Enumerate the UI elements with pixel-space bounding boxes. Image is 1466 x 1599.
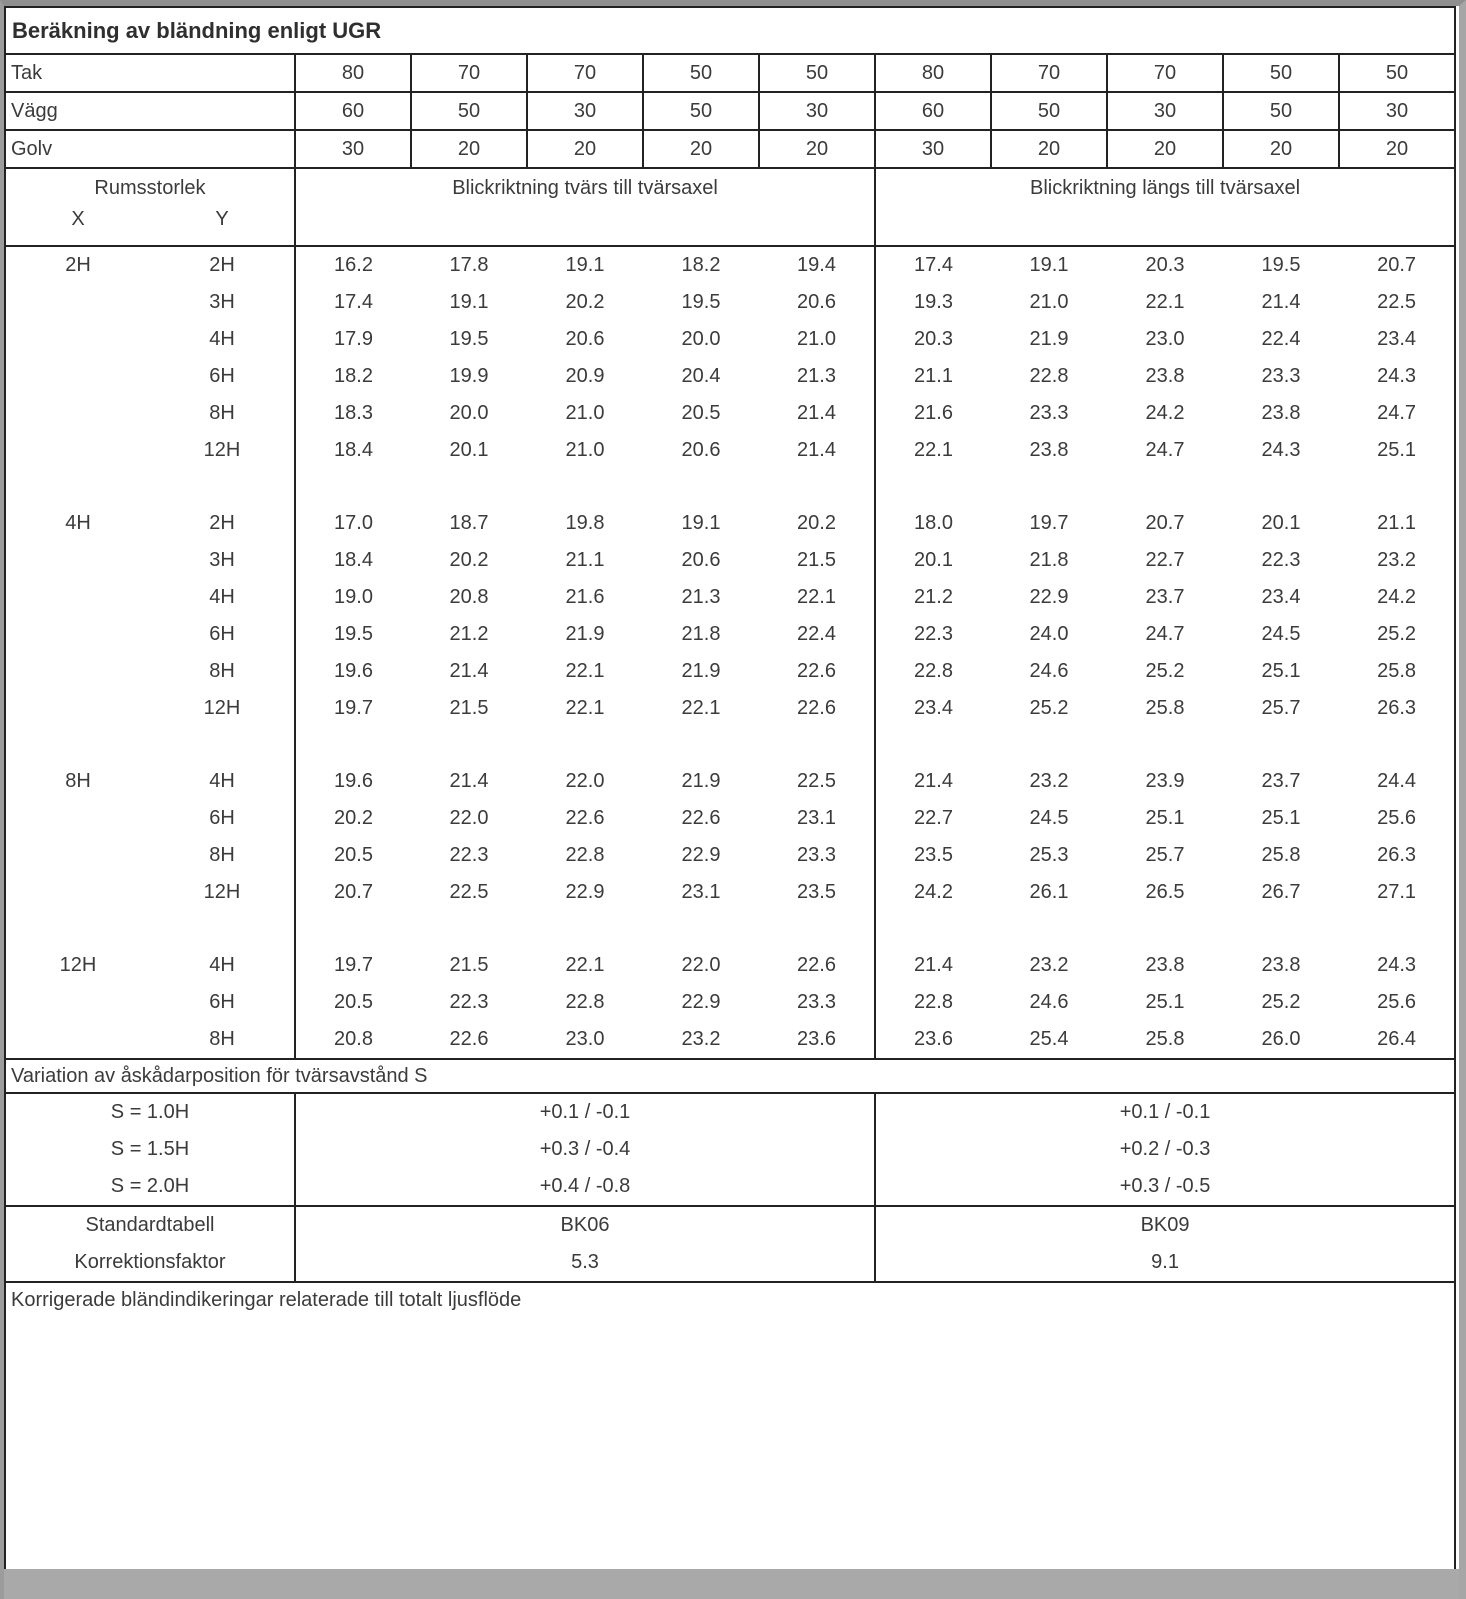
ugr-value-langs: 24.5 xyxy=(1029,807,1069,829)
ugr-value-tvars: 22.4 xyxy=(797,623,836,645)
ugr-value-langs: 21.4 xyxy=(875,947,991,984)
variation-value-tvars: +0.4 / -0.8 xyxy=(295,1168,875,1206)
spacer-cell xyxy=(295,469,875,505)
spacer-cell xyxy=(295,911,875,947)
ugr-value-tvars: 18.4 xyxy=(295,432,411,469)
ugr-value-tvars: 21.9 xyxy=(565,623,605,645)
ugr-value-tvars: 19.0 xyxy=(295,579,411,616)
ugr-value-langs: 18.0 xyxy=(875,505,991,542)
ugr-value-langs: 25.8 xyxy=(1145,697,1185,719)
ugr-value-langs: 24.2 xyxy=(875,874,991,911)
correction-factor-value-tvars: 5.3 xyxy=(295,1244,875,1282)
ugr-value-tvars: 20.5 xyxy=(295,984,411,1021)
ugr-value-tvars: 20.2 xyxy=(295,800,411,837)
variation-value-tvars: +0.3 / -0.4 xyxy=(295,1131,875,1168)
reflectance-value: 50 xyxy=(1339,54,1455,92)
ugr-value-tvars: 21.6 xyxy=(565,586,605,608)
reflectance-value: 30 xyxy=(875,130,991,168)
ugr-value-tvars: 19.5 xyxy=(449,328,489,350)
ugr-value-tvars: 20.5 xyxy=(681,402,721,424)
x-size-cell xyxy=(5,690,150,727)
ugr-value-langs: 21.0 xyxy=(1029,291,1069,313)
ugr-value-langs: 25.1 xyxy=(1145,991,1185,1013)
ugr-value-langs: 23.7 xyxy=(1261,770,1301,792)
ugr-value-langs: 23.4 xyxy=(875,690,991,727)
ugr-value-langs: 23.5 xyxy=(875,837,991,874)
room-size-header-cell xyxy=(5,168,295,246)
ugr-value-langs: 25.6 xyxy=(1377,991,1417,1013)
reflectance-value: 70 xyxy=(527,54,643,92)
ugr-value-langs: 24.3 xyxy=(1261,439,1301,461)
x-size-cell xyxy=(5,800,150,837)
y-size-cell: 8H xyxy=(209,660,235,682)
ugr-value-tvars: 21.5 xyxy=(797,549,836,571)
ugr-value-tvars: 22.6 xyxy=(681,807,721,829)
ugr-value-langs: 19.3 xyxy=(875,284,991,321)
y-size-cell: 2H xyxy=(209,254,235,276)
ugr-value-langs: 25.6 xyxy=(1377,807,1417,829)
ugr-value-tvars: 18.2 xyxy=(681,254,721,276)
ugr-value-tvars: 19.1 xyxy=(681,512,721,534)
ugr-value-tvars: 22.6 xyxy=(449,1028,489,1050)
ugr-value-tvars: 19.6 xyxy=(295,653,411,690)
ugr-value-langs: 25.4 xyxy=(1029,1028,1069,1050)
x-size-cell xyxy=(5,395,150,432)
x-size-cell xyxy=(5,321,150,358)
ugr-value-tvars: 22.8 xyxy=(565,991,605,1013)
ugr-value-langs: 23.8 xyxy=(1261,402,1301,424)
ugr-value-langs: 21.4 xyxy=(1261,291,1301,313)
reflectance-value: 20 xyxy=(1107,130,1223,168)
ugr-value-tvars: 20.6 xyxy=(681,549,721,571)
x-size-cell xyxy=(5,616,150,653)
ugr-value-tvars: 20.2 xyxy=(797,512,836,534)
y-size-cell: 8H xyxy=(209,1028,235,1050)
ugr-value-tvars: 20.4 xyxy=(681,365,721,387)
ugr-value-tvars: 22.6 xyxy=(797,660,836,682)
ugr-value-langs: 25.8 xyxy=(1377,660,1417,682)
ugr-value-tvars: 20.6 xyxy=(565,328,605,350)
ugr-value-tvars: 22.9 xyxy=(681,844,721,866)
reflectance-value: 50 xyxy=(759,54,875,92)
ugr-value-langs: 26.4 xyxy=(1377,1028,1417,1050)
ugr-value-langs: 21.8 xyxy=(1029,549,1069,571)
ugr-value-tvars: 20.8 xyxy=(295,1021,411,1059)
ugr-value-langs: 23.2 xyxy=(1377,549,1417,571)
ugr-value-langs: 25.3 xyxy=(1029,844,1069,866)
ugr-value-tvars: 20.5 xyxy=(295,837,411,874)
group-header-langs: Blickriktning längs till tvärsaxel xyxy=(875,168,1455,246)
variation-section-title: Variation av åskådarposition för tvärsavstånd S xyxy=(5,1059,1455,1093)
ugr-value-langs: 26.3 xyxy=(1377,697,1417,719)
ugr-value-langs: 23.3 xyxy=(1261,365,1301,387)
ugr-value-tvars: 23.2 xyxy=(681,1028,721,1050)
correction-factor-value-langs: 9.1 xyxy=(875,1244,1455,1282)
x-column-header: X xyxy=(71,208,85,230)
ugr-value-tvars: 20.1 xyxy=(449,439,489,461)
reflectance-value: 70 xyxy=(991,54,1107,92)
standard-table-label: Standardtabell xyxy=(5,1206,295,1244)
standard-table-value-tvars: BK06 xyxy=(295,1206,875,1244)
reflectance-row-label: Golv xyxy=(5,130,295,168)
ugr-value-tvars: 23.1 xyxy=(681,881,721,903)
ugr-value-langs: 24.4 xyxy=(1377,770,1417,792)
ugr-value-langs: 21.1 xyxy=(1377,512,1417,534)
y-size-cell: 4H xyxy=(209,328,235,350)
reflectance-value: 80 xyxy=(875,54,991,92)
ugr-value-langs: 25.1 xyxy=(1261,807,1301,829)
ugr-value-tvars: 22.1 xyxy=(681,697,721,719)
ugr-value-langs: 22.9 xyxy=(1029,586,1069,608)
ugr-value-langs: 25.1 xyxy=(1145,807,1185,829)
ugr-value-langs: 23.9 xyxy=(1145,770,1185,792)
ugr-value-tvars: 21.5 xyxy=(449,697,489,719)
ugr-value-langs: 21.9 xyxy=(1029,328,1069,350)
ugr-value-tvars: 19.8 xyxy=(565,512,605,534)
ugr-value-tvars: 21.5 xyxy=(449,954,489,976)
x-size-cell: 12H xyxy=(59,954,97,976)
ugr-value-langs: 24.6 xyxy=(1029,991,1069,1013)
reflectance-value: 50 xyxy=(1223,54,1339,92)
reflectance-value: 20 xyxy=(643,130,759,168)
ugr-value-tvars: 17.4 xyxy=(295,284,411,321)
ugr-value-langs: 22.1 xyxy=(875,432,991,469)
ugr-value-tvars: 22.9 xyxy=(565,881,605,903)
ugr-value-tvars: 23.3 xyxy=(797,991,836,1013)
ugr-value-tvars: 21.8 xyxy=(681,623,721,645)
ugr-value-langs: 23.4 xyxy=(1261,586,1301,608)
ugr-value-tvars: 19.4 xyxy=(797,254,836,276)
ugr-value-langs: 25.2 xyxy=(1029,697,1069,719)
ugr-value-tvars: 22.6 xyxy=(797,697,836,719)
ugr-value-tvars: 20.2 xyxy=(565,291,605,313)
ugr-value-langs: 17.4 xyxy=(875,246,991,284)
ugr-value-tvars: 18.4 xyxy=(295,542,411,579)
ugr-value-tvars: 21.0 xyxy=(797,328,836,350)
ugr-value-tvars: 21.3 xyxy=(681,586,721,608)
ugr-value-tvars: 22.9 xyxy=(681,991,721,1013)
y-size-cell: 8H xyxy=(209,402,235,424)
ugr-value-tvars: 21.4 xyxy=(797,402,836,424)
x-size-cell: 2H xyxy=(65,254,91,276)
y-size-cell: 12H xyxy=(203,439,241,461)
y-size-cell: 12H xyxy=(203,881,241,903)
ugr-value-langs: 25.7 xyxy=(1261,697,1301,719)
ugr-value-tvars: 19.7 xyxy=(295,947,411,984)
ugr-value-langs: 24.7 xyxy=(1377,402,1417,424)
ugr-value-tvars: 19.6 xyxy=(295,763,411,800)
ugr-value-langs: 27.1 xyxy=(1377,881,1417,903)
reflectance-value: 50 xyxy=(643,92,759,130)
ugr-value-tvars: 21.4 xyxy=(449,660,489,682)
reflectance-value: 20 xyxy=(1339,130,1455,168)
ugr-value-langs: 23.2 xyxy=(1029,954,1069,976)
ugr-value-langs: 20.7 xyxy=(1377,254,1417,276)
reflectance-value: 30 xyxy=(1107,92,1223,130)
reflectance-value: 80 xyxy=(295,54,411,92)
ugr-value-langs: 21.1 xyxy=(875,358,991,395)
spacer-cell xyxy=(5,911,295,947)
ugr-value-langs: 22.1 xyxy=(1145,291,1185,313)
ugr-value-langs: 20.3 xyxy=(1145,254,1185,276)
reflectance-value: 60 xyxy=(875,92,991,130)
variation-value-tvars: +0.1 / -0.1 xyxy=(295,1093,875,1131)
y-size-cell: 4H xyxy=(209,586,235,608)
reflectance-value: 30 xyxy=(527,92,643,130)
spacer-cell xyxy=(5,469,295,505)
ugr-value-langs: 26.0 xyxy=(1261,1028,1301,1050)
ugr-value-langs: 21.6 xyxy=(875,395,991,432)
ugr-value-tvars: 19.5 xyxy=(295,616,411,653)
ugr-value-langs: 22.4 xyxy=(1261,328,1301,350)
ugr-value-tvars: 22.3 xyxy=(449,844,489,866)
ugr-value-langs: 23.8 xyxy=(1261,954,1301,976)
y-size-cell: 4H xyxy=(209,954,235,976)
ugr-value-tvars: 18.3 xyxy=(295,395,411,432)
ugr-table xyxy=(4,6,1456,1587)
ugr-value-tvars: 23.0 xyxy=(565,1028,605,1050)
ugr-value-tvars: 21.1 xyxy=(565,549,605,571)
ugr-value-langs: 20.1 xyxy=(1261,512,1301,534)
ugr-value-tvars: 17.0 xyxy=(295,505,411,542)
ugr-value-tvars: 20.6 xyxy=(797,291,836,313)
ugr-value-tvars: 22.1 xyxy=(565,697,605,719)
x-size-cell xyxy=(5,358,150,395)
y-size-cell: 6H xyxy=(209,807,235,829)
ugr-value-langs: 22.3 xyxy=(1261,549,1301,571)
ugr-value-tvars: 17.9 xyxy=(295,321,411,358)
ugr-value-tvars: 22.0 xyxy=(565,770,605,792)
ugr-value-langs: 20.3 xyxy=(875,321,991,358)
x-size-cell xyxy=(5,1021,150,1059)
ugr-value-langs: 24.3 xyxy=(1377,954,1417,976)
spacer-cell xyxy=(5,727,295,763)
ugr-value-tvars: 19.1 xyxy=(449,291,489,313)
ugr-value-tvars: 19.5 xyxy=(681,291,721,313)
y-size-cell: 12H xyxy=(203,697,241,719)
ugr-value-langs: 22.3 xyxy=(875,616,991,653)
ugr-value-langs: 25.8 xyxy=(1261,844,1301,866)
ugr-value-langs: 22.7 xyxy=(875,800,991,837)
ugr-value-tvars: 23.1 xyxy=(797,807,836,829)
ugr-value-langs: 21.2 xyxy=(875,579,991,616)
ugr-value-langs: 20.1 xyxy=(875,542,991,579)
ugr-value-tvars: 21.0 xyxy=(565,439,605,461)
correction-factor-label: Korrektionsfaktor xyxy=(5,1244,295,1282)
ugr-value-tvars: 19.9 xyxy=(449,365,489,387)
ugr-value-langs: 21.4 xyxy=(875,763,991,800)
ugr-value-tvars: 23.6 xyxy=(797,1028,836,1050)
ugr-value-langs: 23.2 xyxy=(1029,770,1069,792)
ugr-value-langs: 24.0 xyxy=(1029,623,1069,645)
variation-row-label: S = 2.0H xyxy=(110,1175,190,1197)
ugr-value-langs: 22.8 xyxy=(875,984,991,1021)
ugr-value-langs: 22.5 xyxy=(1377,291,1417,313)
reflectance-value: 20 xyxy=(411,130,527,168)
reflectance-value: 60 xyxy=(295,92,411,130)
x-size-cell xyxy=(5,984,150,1021)
variation-value-langs: +0.1 / -0.1 xyxy=(875,1093,1455,1131)
x-size-cell xyxy=(5,284,150,321)
ugr-value-tvars: 21.4 xyxy=(449,770,489,792)
x-size-cell xyxy=(5,542,150,579)
ugr-value-langs: 20.7 xyxy=(1145,512,1185,534)
ugr-value-langs: 25.7 xyxy=(1145,844,1185,866)
reflectance-value: 70 xyxy=(411,54,527,92)
y-size-cell: 2H xyxy=(209,512,235,534)
reflectance-value: 20 xyxy=(759,130,875,168)
ugr-value-langs: 19.1 xyxy=(1029,254,1069,276)
ugr-value-tvars: 22.6 xyxy=(565,807,605,829)
ugr-value-langs: 24.6 xyxy=(1029,660,1069,682)
spacer-cell xyxy=(875,727,1455,763)
ugr-value-tvars: 18.2 xyxy=(295,358,411,395)
reflectance-value: 30 xyxy=(759,92,875,130)
reflectance-value: 30 xyxy=(1339,92,1455,130)
ugr-value-langs: 26.5 xyxy=(1145,881,1185,903)
ugr-value-tvars: 22.6 xyxy=(797,954,836,976)
reflectance-value: 30 xyxy=(295,130,411,168)
ugr-value-tvars: 20.0 xyxy=(681,328,721,350)
ugr-value-langs: 23.3 xyxy=(1029,402,1069,424)
ugr-value-tvars: 22.5 xyxy=(449,881,489,903)
room-size-header: Rumsstorlek xyxy=(94,177,206,199)
variation-value-langs: +0.2 / -0.3 xyxy=(875,1131,1455,1168)
reflectance-value: 50 xyxy=(411,92,527,130)
reflectance-value: 20 xyxy=(527,130,643,168)
y-column-header: Y xyxy=(215,208,229,230)
y-size-cell: 3H xyxy=(209,549,235,571)
ugr-value-langs: 24.5 xyxy=(1261,623,1301,645)
standard-table-value-langs: BK09 xyxy=(875,1206,1455,1244)
x-size-cell xyxy=(5,653,150,690)
ugr-value-langs: 25.1 xyxy=(1377,439,1417,461)
spacer-cell xyxy=(875,469,1455,505)
reflectance-value: 70 xyxy=(1107,54,1223,92)
ugr-value-langs: 19.5 xyxy=(1261,254,1301,276)
ugr-value-tvars: 21.4 xyxy=(797,439,836,461)
ugr-value-tvars: 21.0 xyxy=(565,402,605,424)
x-size-cell xyxy=(5,579,150,616)
ugr-value-tvars: 20.2 xyxy=(449,549,489,571)
ugr-value-langs: 25.8 xyxy=(1145,1028,1185,1050)
reflectance-value: 20 xyxy=(991,130,1107,168)
ugr-value-langs: 25.1 xyxy=(1261,660,1301,682)
ugr-value-langs: 25.2 xyxy=(1145,660,1185,682)
reflectance-row-label: Vägg xyxy=(5,92,295,130)
ugr-value-langs: 26.7 xyxy=(1261,881,1301,903)
ugr-value-langs: 24.7 xyxy=(1145,623,1185,645)
y-size-cell: 6H xyxy=(209,623,235,645)
ugr-value-langs: 24.2 xyxy=(1145,402,1185,424)
variation-value-langs: +0.3 / -0.5 xyxy=(875,1168,1455,1206)
ugr-value-langs: 26.1 xyxy=(1029,881,1069,903)
ugr-value-langs: 24.7 xyxy=(1145,439,1185,461)
variation-row-label: S = 1.0H xyxy=(110,1101,190,1123)
ugr-value-tvars: 20.0 xyxy=(449,402,489,424)
ugr-value-tvars: 20.8 xyxy=(449,586,489,608)
ugr-value-tvars: 22.0 xyxy=(681,954,721,976)
ugr-value-langs: 25.2 xyxy=(1261,991,1301,1013)
ugr-value-langs: 23.6 xyxy=(875,1021,991,1059)
ugr-value-tvars: 18.7 xyxy=(449,512,489,534)
ugr-value-tvars: 22.1 xyxy=(565,954,605,976)
x-size-cell: 4H xyxy=(65,512,91,534)
ugr-value-langs: 23.8 xyxy=(1029,439,1069,461)
reflectance-value: 50 xyxy=(991,92,1107,130)
ugr-value-tvars: 21.2 xyxy=(449,623,489,645)
ugr-value-tvars: 22.1 xyxy=(565,660,605,682)
ugr-value-langs: 23.4 xyxy=(1377,328,1417,350)
y-size-cell: 3H xyxy=(209,291,235,313)
reflectance-value: 50 xyxy=(1223,92,1339,130)
ugr-value-langs: 25.2 xyxy=(1377,623,1417,645)
ugr-value-tvars: 22.1 xyxy=(797,586,836,608)
y-size-cell: 6H xyxy=(209,365,235,387)
footer-title: Korrigerade bländindikeringar relaterade till totalt ljusflöde xyxy=(11,1289,522,1311)
ugr-value-tvars: 19.1 xyxy=(565,254,605,276)
group-header-tvars: Blickriktning tvärs till tvärsaxel xyxy=(295,168,875,246)
reflectance-value: 20 xyxy=(1223,130,1339,168)
ugr-value-langs: 26.3 xyxy=(1377,844,1417,866)
reflectance-value: 50 xyxy=(643,54,759,92)
ugr-value-tvars: 19.7 xyxy=(295,690,411,727)
ugr-value-tvars: 22.5 xyxy=(797,770,836,792)
x-size-cell xyxy=(5,874,150,911)
ugr-value-tvars: 20.6 xyxy=(681,439,721,461)
spacer-cell xyxy=(295,727,875,763)
ugr-value-tvars: 20.7 xyxy=(295,874,411,911)
page-title: Beräkning av bländning enligt UGR xyxy=(5,7,1455,54)
y-size-cell: 6H xyxy=(209,991,235,1013)
ugr-value-tvars: 22.8 xyxy=(565,844,605,866)
ugr-value-langs: 24.3 xyxy=(1377,365,1417,387)
ugr-value-tvars: 23.3 xyxy=(797,844,836,866)
ugr-value-langs: 22.8 xyxy=(875,653,991,690)
y-size-cell: 4H xyxy=(209,770,235,792)
ugr-value-langs: 23.8 xyxy=(1145,954,1185,976)
ugr-value-langs: 23.8 xyxy=(1145,365,1185,387)
ugr-value-tvars: 20.9 xyxy=(565,365,605,387)
ugr-value-langs: 22.8 xyxy=(1029,365,1069,387)
x-size-cell xyxy=(5,837,150,874)
variation-row-label: S = 1.5H xyxy=(110,1138,190,1160)
ugr-value-langs: 23.0 xyxy=(1145,328,1185,350)
x-size-cell xyxy=(5,432,150,469)
ugr-value-tvars: 17.8 xyxy=(449,254,489,276)
ugr-value-tvars: 21.3 xyxy=(797,365,836,387)
ugr-value-tvars: 23.5 xyxy=(797,881,836,903)
ugr-value-tvars: 21.9 xyxy=(681,660,721,682)
y-size-cell: 8H xyxy=(209,844,235,866)
ugr-value-langs: 19.7 xyxy=(1029,512,1069,534)
ugr-value-tvars: 22.0 xyxy=(449,807,489,829)
x-size-cell: 8H xyxy=(65,770,91,792)
spacer-cell xyxy=(875,911,1455,947)
ugr-value-langs: 22.7 xyxy=(1145,549,1185,571)
ugr-value-tvars: 22.3 xyxy=(449,991,489,1013)
ugr-value-tvars: 16.2 xyxy=(295,246,411,284)
reflectance-row-label: Tak xyxy=(5,54,295,92)
ugr-value-langs: 24.2 xyxy=(1377,586,1417,608)
ugr-value-langs: 23.7 xyxy=(1145,586,1185,608)
bottom-strip xyxy=(4,1569,1459,1599)
ugr-value-tvars: 21.9 xyxy=(681,770,721,792)
